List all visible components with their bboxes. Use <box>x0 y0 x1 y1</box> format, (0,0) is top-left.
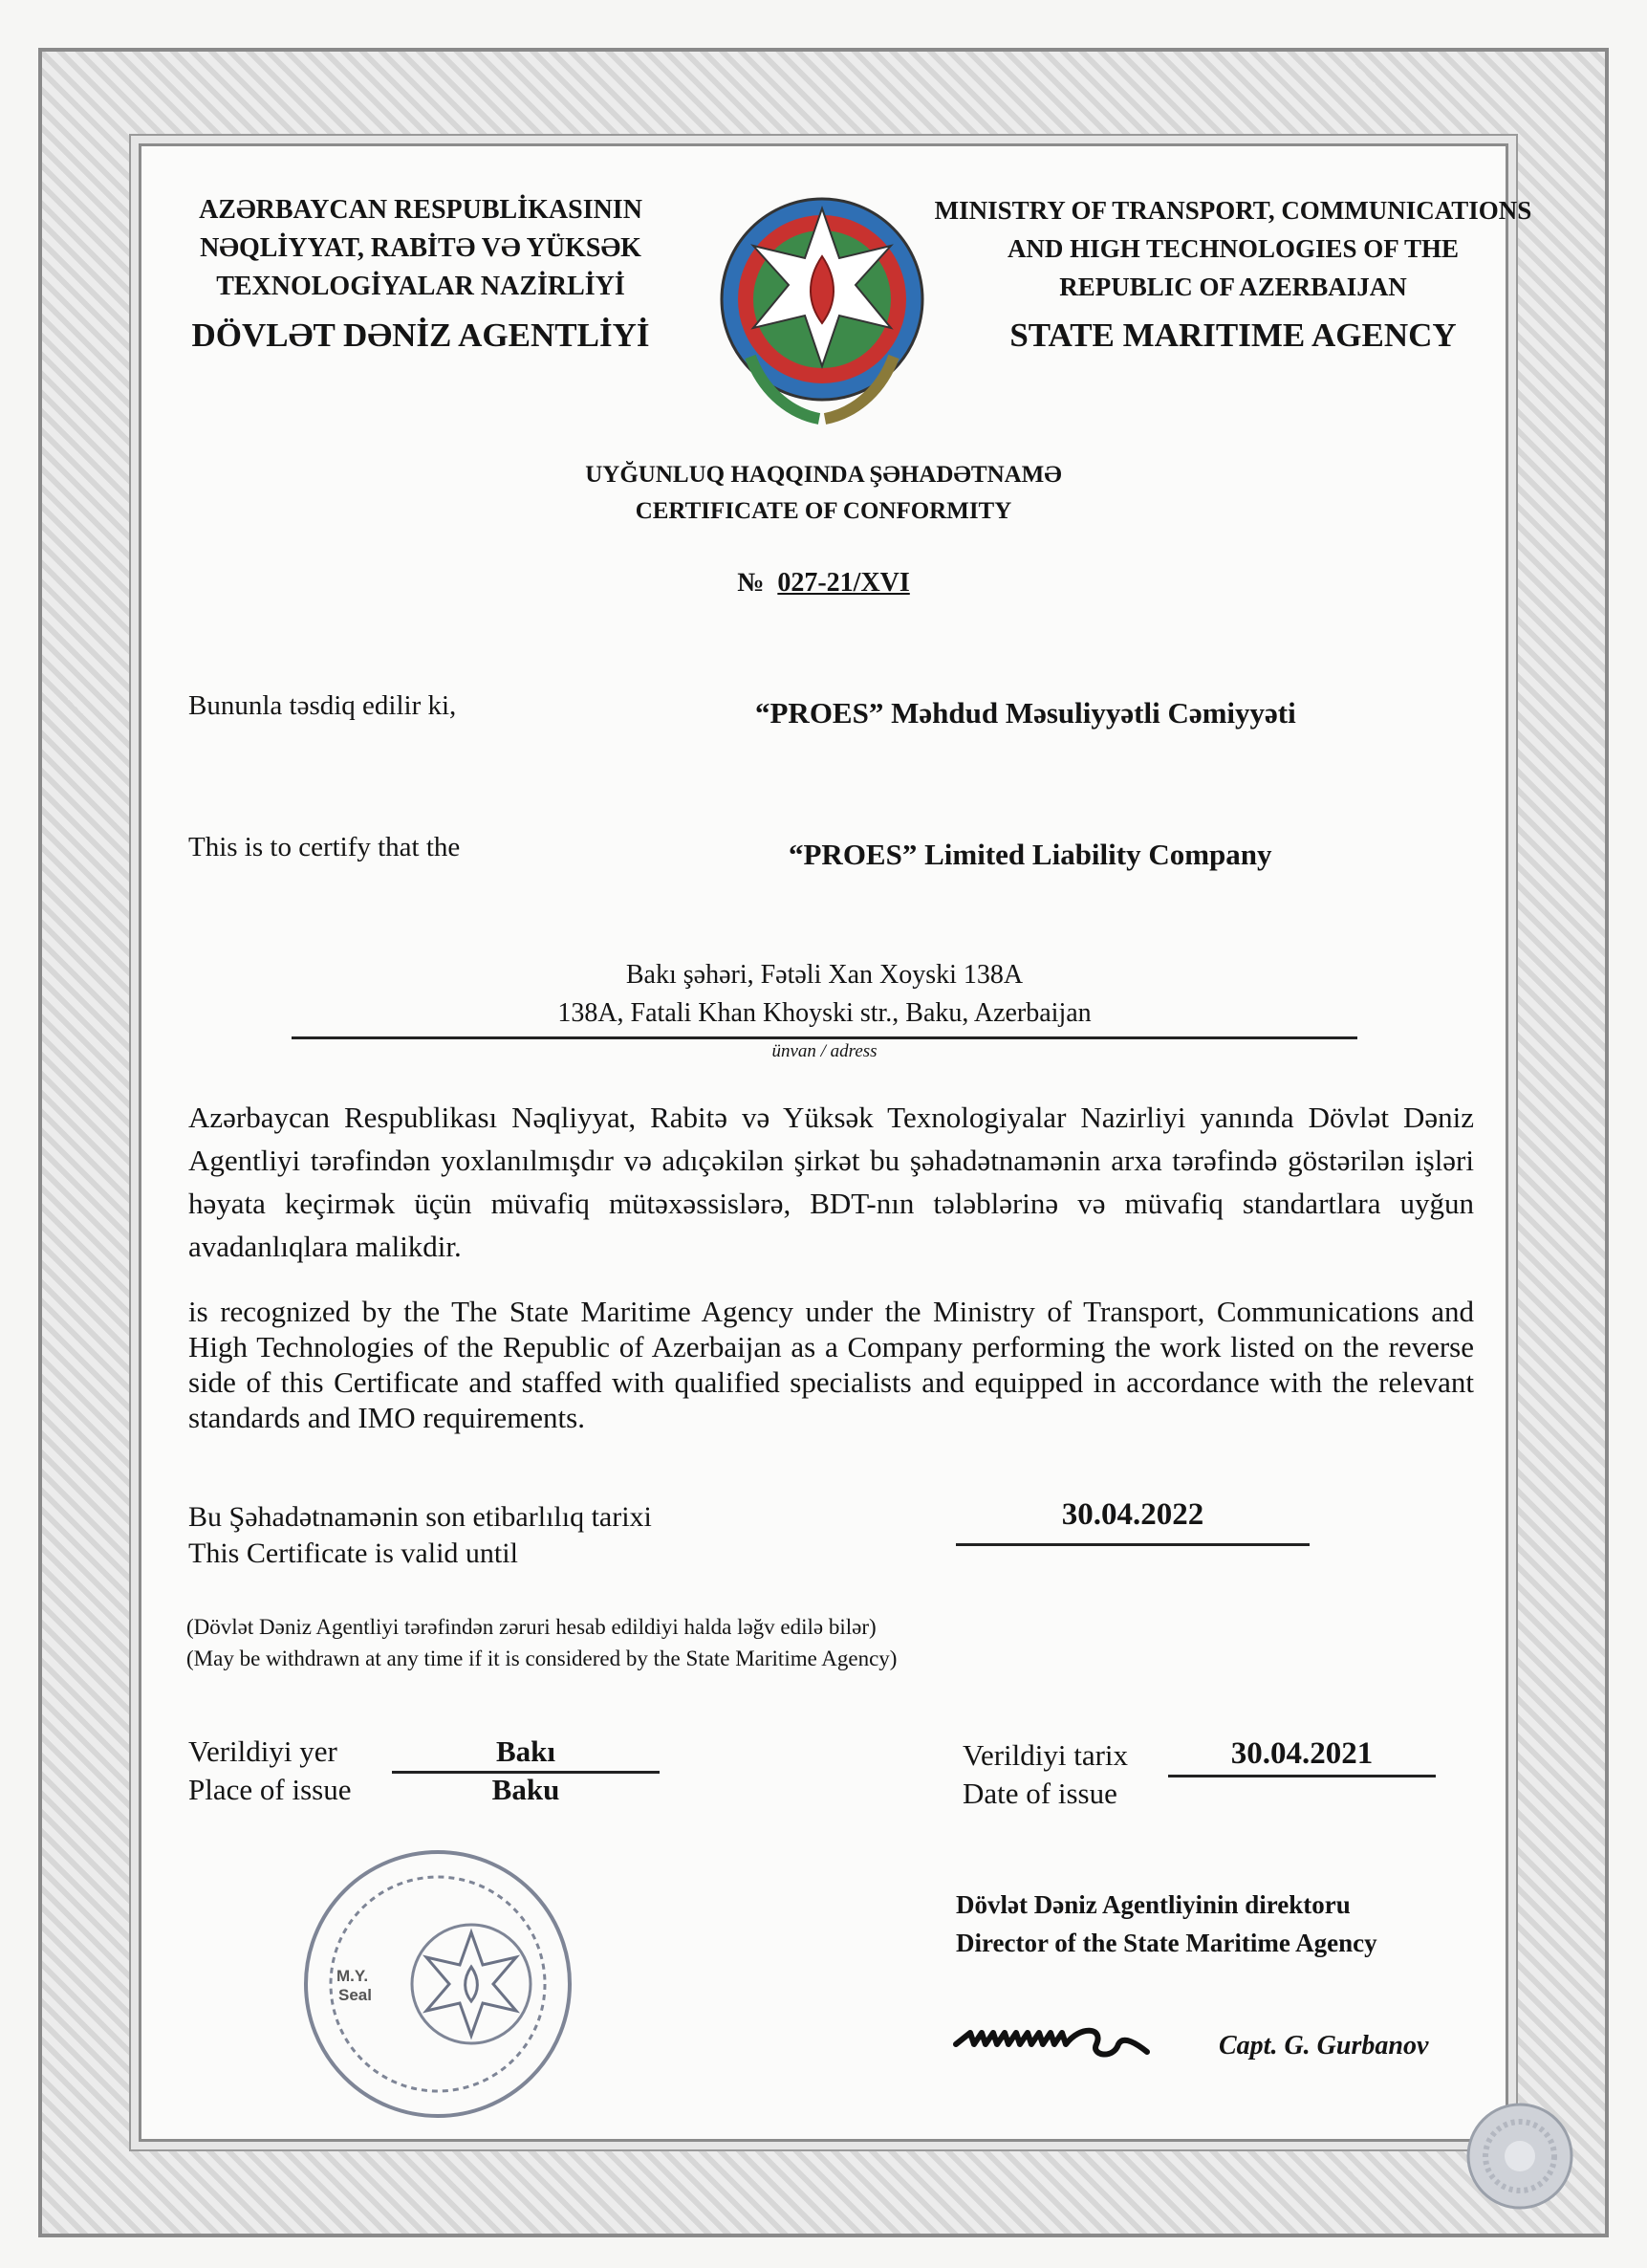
seal-flame <box>466 1967 478 2001</box>
address-caption: ünvan / adress <box>771 1041 878 1061</box>
title-az: UYĞUNLUQ HAQQINDA ŞƏHADƏTNAMƏ <box>585 462 1062 488</box>
place-value-en: Baku <box>491 1773 560 1806</box>
number-prefix: № <box>737 568 765 598</box>
body-text-az: Azərbaycan Respublikası Nəqliyyat, Rabitə və Yüksək Texnologiyalar Nazirliyi yanında Dövlət Dəniz Agentliyi tərəfindən yoxlanılmışdır və adıçəkilən şirkət bu şəhadətnamənin arxa tərəfində göstərilən işləri həyata keçirmək üçün müvafiq mütəxəssislərə, BDT-nın tələblərinə və müvafiq standartlara uyğun avadanlıqlara malikdir. <box>188 1101 1474 1263</box>
header-right-line: AND HIGH TECHNOLOGIES OF THE <box>1007 234 1460 263</box>
date-label-az: Verildiyi tarix <box>963 1738 1129 1772</box>
validity-labels <box>188 1499 652 1572</box>
withdrawal-note <box>186 1611 897 1674</box>
place-label-en: Place of issue <box>188 1773 352 1806</box>
header-right-line: REPUBLIC OF AZERBAIJAN <box>1059 273 1407 301</box>
company-address <box>292 956 1357 1033</box>
seal-label-my: M.Y. <box>336 1967 369 1985</box>
place-label-az: Verildiyi yer <box>188 1734 337 1768</box>
header-left-line: NƏQLİYYAT, RABİTƏ VƏ YÜKSƏK <box>200 233 641 263</box>
certificate-number <box>0 568 1647 599</box>
note-en: (May be withdrawn at any time if it is considered by the State Maritime Agency) <box>186 1646 898 1670</box>
company-name-en: “PROES” Limited Liability Company <box>789 838 1272 871</box>
header-right-en <box>927 191 1539 365</box>
date-label-en: Date of issue <box>963 1777 1117 1810</box>
seal-center-ring <box>412 1925 531 2043</box>
handwritten-signature <box>951 2016 1181 2073</box>
header-left-line: AZƏRBAYCAN RESPUBLİKASININ <box>199 195 642 225</box>
company-name-az: “PROES” Məhdud Məsuliyyətli Cəmiyyəti <box>755 696 1296 730</box>
address-en: 138A, Fatali Khan Khoyski str., Baku, Azerbaijan <box>557 998 1092 1028</box>
agency-name-az: DÖVLƏT DƏNİZ AGENTLİYİ <box>191 316 650 354</box>
director-title <box>956 1886 1377 1962</box>
certify-label-en: This is to certify that the <box>188 832 461 862</box>
agency-name-en: STATE MARITIME AGENCY <box>1009 316 1457 354</box>
header-right-line: MINISTRY OF TRANSPORT, COMMUNICATIONS <box>934 196 1532 225</box>
seal-label-seal: Seal <box>338 1986 372 2004</box>
state-emblem-icon <box>712 189 932 428</box>
director-title-en: Director of the State Maritime Agency <box>956 1929 1377 1957</box>
address-az: Bakı şəhəri, Fətəli Xan Xoyski 138A <box>625 960 1024 990</box>
place-value-az: Bakı <box>495 1734 556 1768</box>
title-en: CERTIFICATE OF CONFORMITY <box>635 498 1012 524</box>
validity-label-az: Bu Şəhadətnamənin son etibarlılıq tarixi <box>188 1501 652 1533</box>
director-name: Capt. G. Gurbanov <box>1219 2031 1429 2061</box>
place-underline <box>392 1771 660 1774</box>
validity-label-en: This Certificate is valid until <box>188 1537 518 1569</box>
address-underline <box>292 1036 1357 1039</box>
place-of-issue-labels <box>188 1733 351 1809</box>
certificate-title <box>0 457 1647 530</box>
validity-date: 30.04.2022 <box>1061 1497 1204 1532</box>
note-az: (Dövlət Dəniz Agentliyi tərəfindən zəruri hesab edildiyi halda ləğv edilə bilər) <box>186 1615 877 1639</box>
validity-underline <box>956 1543 1310 1546</box>
date-of-issue-labels <box>963 1736 1128 1813</box>
date-underline <box>1168 1775 1436 1777</box>
header-left-az <box>153 191 688 365</box>
number-value: 027-21/XVI <box>777 568 910 598</box>
date-of-issue-value: 30.04.2021 <box>1230 1736 1374 1771</box>
header-left-line: TEXNOLOGİYALAR NAZİRLİYİ <box>216 272 625 301</box>
official-seal-icon <box>294 1841 581 2127</box>
hologram-sticker-icon <box>1463 2099 1577 2213</box>
body-text-en: is recognized by the The State Maritime Agency under the Ministry of Transport, Communications and High Technologies of the Republic of Azerbaijan as a Company performing the work listed on the reverse side of this Certificate and staffed with qualified specialists and equipped in accordance with the relevant standards and IMO requirements. <box>188 1295 1474 1434</box>
director-title-az: Dövlət Dəniz Agentliyinin direktoru <box>956 1890 1351 1919</box>
seal-star <box>426 1932 516 2036</box>
certify-label-az: Bununla təsdiq edilir ki, <box>188 690 457 721</box>
